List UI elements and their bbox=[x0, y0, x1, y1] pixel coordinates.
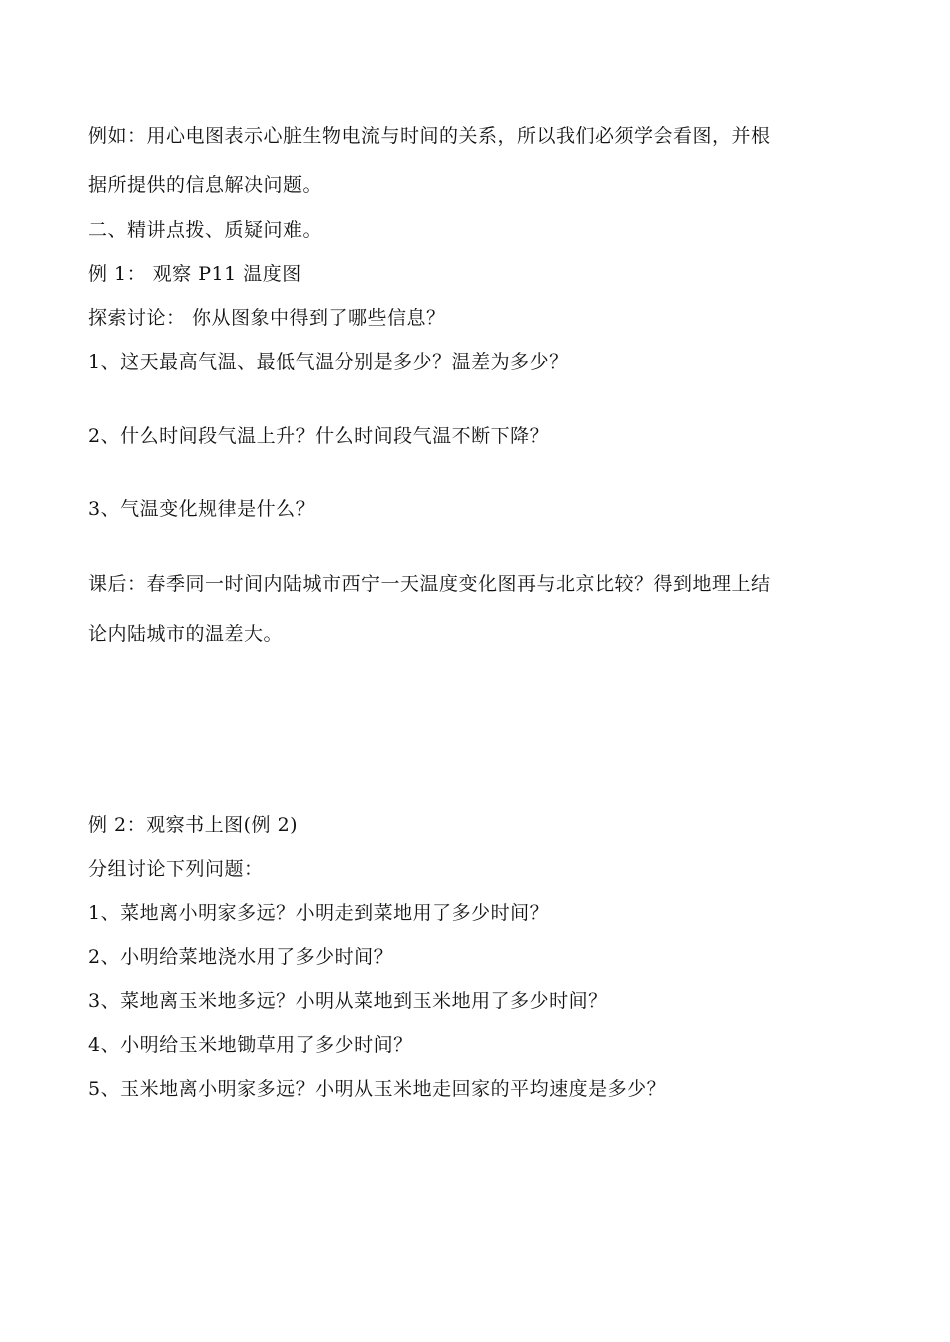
example1-title: 例 1： 观察 P11 温度图 bbox=[88, 263, 302, 285]
example2-title: 例 2：观察书上图(例 2) bbox=[88, 814, 299, 836]
example2-group-discussion: 分组讨论下列问题： bbox=[88, 858, 264, 880]
example1-question-2: 2、什么时间段气温上升？什么时间段气温不断下降？ bbox=[88, 425, 550, 447]
after-class-line-2: 论内陆城市的温差大。 bbox=[88, 623, 284, 645]
intro-line-1: 例如：用心电图表示心脏生物电流与时间的关系，所以我们必须学会看图，并根 bbox=[88, 125, 771, 147]
example1-question-1: 1、这天最高气温、最低气温分别是多少？温差为多少？ bbox=[88, 351, 569, 373]
example2-question-3: 3、菜地离玉米地多远？小明从菜地到玉米地用了多少时间？ bbox=[88, 990, 608, 1012]
after-class-line-1: 课后：春季同一时间内陆城市西宁一天温度变化图再与北京比较？得到地理上结 bbox=[88, 573, 771, 595]
example2-question-1: 1、菜地离小明家多远？小明走到菜地用了多少时间？ bbox=[88, 902, 550, 924]
example2-question-4: 4、小明给玉米地锄草用了多少时间？ bbox=[88, 1034, 413, 1056]
intro-line-2: 据所提供的信息解决问题。 bbox=[88, 174, 323, 196]
example2-question-2: 2、小明给菜地浇水用了多少时间？ bbox=[88, 946, 394, 968]
section-heading: 二、精讲点拨、质疑问难。 bbox=[88, 219, 323, 241]
example1-discussion: 探索讨论： 你从图象中得到了哪些信息？ bbox=[88, 307, 446, 329]
example1-question-3: 3、气温变化规律是什么？ bbox=[88, 498, 316, 520]
example2-question-5: 5、玉米地离小明家多远？小明从玉米地走回家的平均速度是多少？ bbox=[88, 1078, 667, 1100]
